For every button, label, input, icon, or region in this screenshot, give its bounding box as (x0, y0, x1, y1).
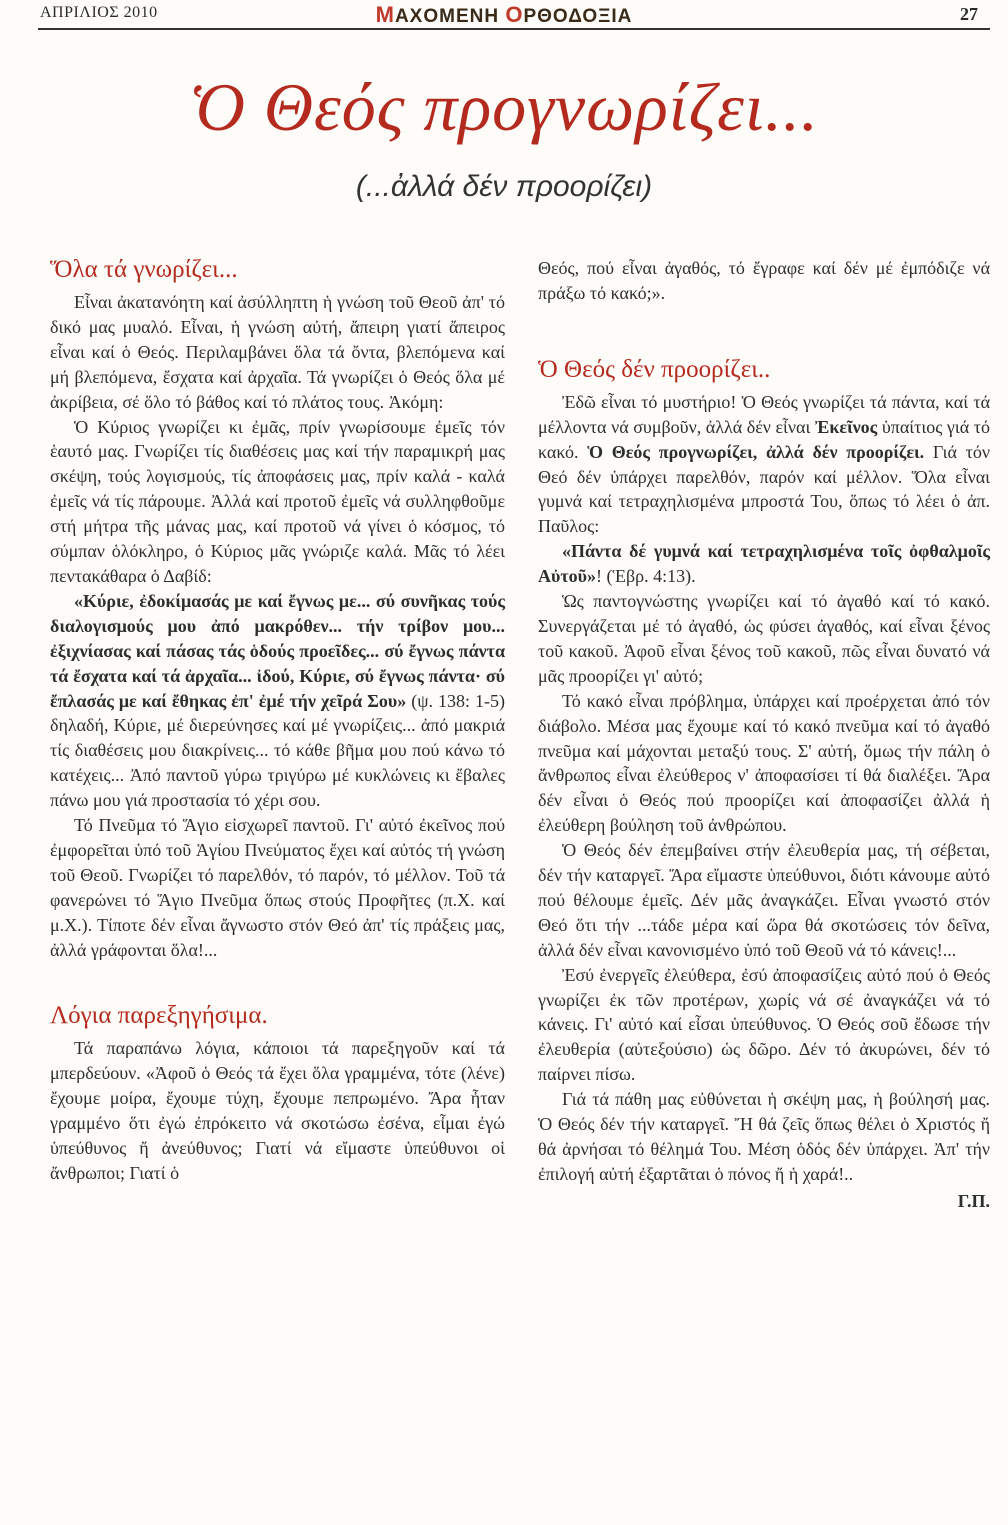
paragraph: Θεός, πού εἶναι ἀγαθός, τό ἔγραφε καί δέν μέ ἐμπόδιζε νά πράξω τό κακό;». (538, 258, 990, 303)
article-title: Ὁ Θεός προγνωρίζει... (189, 69, 819, 145)
right-column (538, 256, 990, 1214)
article-subtitle: (...ἀλλά δέν προορίζει) (355, 170, 653, 203)
header-rule (38, 28, 990, 30)
scripture-quote: «Κύριε, ἐδοκίμασάς με καί ἔγνως με... σύ συνῆκας τούς διαλογισμούς μου ἀπό μακρόθεν... τήν τρίβον μου... ἐξιχνίασας καί πάσας τάς ὁδούς προεῖδες... σύ ἔγνως πάντα τά ἔσχατα καί τά ἀρχαῖα... ἰδού, Κύριε, σύ ἔγνως πάντα· σύ ἔπλασάς με καί ἔθηκας ἐπ' ἐμέ τήν χεῖρά Σου» (50, 590, 505, 711)
page-number: 27 (960, 4, 978, 24)
paragraph: «Πάντα δέ γυμνά καί τετραχηλισμένα τοῖς ὀφθαλμοῖς Αὐτοῦ»! (Ἑβρ. 4:13). (538, 541, 990, 587)
section-heading: Λόγια παρεξηγήσιμα. (50, 1002, 268, 1030)
section-heading: Ὁ Θεός δέν προορίζει.. (538, 355, 771, 383)
paragraph: Ὁ Θεός δέν ἐπεμβαίνει στήν ἐλευθερία μας, τή σέβεται, δέν τήν καταργεῖ. Ἄρα εἴμαστε ὑπεύθυνοι, διότι κάνουμε αὐτό πού θέλουμε ἐμεῖς. Δέν μᾶς ἀναγκάζει. Εἶναι γνωστό στόν Θεό ὅτι τήν ...τάδε μέρα καί ὥρα θά σκοτώσεις τόν δεῖνα, ἀλλά δέν εἶναι κανονισμένο ὑπό τοῦ Θεοῦ νά τό κάνεις!... (538, 840, 990, 960)
issue-date: ΑΠΡΙΛΙΟΣ 2010 (40, 4, 158, 21)
paragraph: Γιά τά πάθη μας εὐθύνεται ἡ σκέψη μας, ἡ βούλησή μας. Ὁ Θεός δέν τήν καταργεῖ. Ἤ θά ζεῖς ὅπως θέλει ὁ Χριστός ἤ θά ἀρνήσαι τό θέλημά Του. Μέση ὁδός δέν ὑπάρχει. Ἀπ' τήν ἐπιλογή αὐτή ἐξαρτᾶται ὁ πόνος ἤ ἡ χαρά!.. (538, 1089, 990, 1184)
paragraph: Τό Πνεῦμα τό Ἅγιο εἰσχωρεῖ παντοῦ. Γι' αὐτό ἐκεῖνος πού ἐμφορεῖται ὑπό τοῦ Ἁγίου Πνεύματος ἔχει καί αὐτός τή γνώση τοῦ Θεοῦ. Γνωρίζει τό παρελθόν, τό παρόν, τό μέλλον. Τοῦ τά φανερώνει τό Ἅγιο Πνεῦμα ὅπως στούς Προφῆτες (π.Χ. καί μ.Χ.). Τίποτε δέν εἶναι ἄγνωστο στόν Θεό ἀπ' τίς πράξεις μας, ἀλλά γράφονται ὅλα!... (50, 815, 505, 960)
left-column (50, 254, 505, 1186)
paragraph: Τό κακό εἶναι πρόβλημα, ὑπάρχει καί προέρχεται ἀπό τόν διάβολο. Μέσα μας ἔχουμε καί τό κακό πνεῦμα καί τό ἀγαθό πνεῦμα καί μάχονται μεταξύ τους. Σ' αὐτή, ὅμως τήν πάλη ὁ ἄνθρωπος εἶναι ἐλεύθερος ν' ἀποφασίσει τί θά διαλέξει. Ἄρα δέν εἶναι ὁ Θεός πού προορίζει καί ἀποφασίζει ἀλλά ἡ ἐλεύθερη βούληση τοῦ ἀνθρώπου. (538, 690, 990, 836)
paragraph: Εἶναι ἀκατανόητη καί ἀσύλληπτη ἡ γνώση τοῦ Θεοῦ ἀπ' τό δικό μας μυαλό. Εἶναι, ἡ γνώση αὐτή, ἄπειρη γιατί ἄπειρος εἶναι καί ὁ Θεός. Περιλαμβάνει ὅλα τά ὄντα, βλεπόμενα καί μή βλεπόμενα, ἔσχατα καί ἀρχαῖα. Τά γνωρίζει ὁ Θεός ὅλα μέ ἀκρίβεια, σέ ὅλο τό βάθος καί τό πλάτος τους. Ἀκόμη: (50, 292, 505, 412)
scripture-quote: «Πάντα δέ γυμνά καί τετραχηλισμένα τοῖς ὀφθαλμοῖς Αὐτοῦ» (538, 541, 990, 587)
paragraph: Τά παραπάνω λόγια, κάποιοι τά παρεξηγοῦν καί τά μπερδεύουν. «Ἀφοῦ ὁ Θεός τά ἔχει ὅλα γραμμένα, τότε (λένε) ἔχουμε μοίρα, ἔχουμε τύχη, ἔχουμε πεπρωμένο. Ἄρα ἦταν γραμμένο ὅτι ἐγώ ἐπρόκειτο νά σκοτώσω ἐσένα, εἶμαι ἐγώ ὑπεύθυνος ἤ ἀνεύθυνος; Γιατί νά εἴμαστε ὑπεύθυνοι οἱ ἄνθρωποι; Γιατί ὁ (50, 1038, 505, 1183)
section-heading: Ὅλα τά γνωρίζει... (50, 256, 238, 283)
paragraph: Ἐδῶ εἶναι τό μυστήριο! Ὁ Θεός γνωρίζει τά πάντα, καί τά μέλλοντα νά συμβοῦν, ἀλλά δέν εἶναι Ἐκεῖνος ὑπαίτιος γιά τό κακό. Ὁ Θεός προγνωρίζει, ἀλλά δέν προορίζει. Γιά τόν Θεό δέν ὑπάρχει παρελθόν, παρόν καί μέλλον. Ὅλα εἶναι γυμνά καί τετραχηλισμένα μπροστά Του, ὅπως τό λέει ὁ ἀπ. Παῦλος: (538, 391, 991, 537)
paragraph: Ἐσύ ἐνεργεῖς ἐλεύθερα, ἐσύ ἀποφασίζεις αὐτό πού ὁ Θεός γνωρίζει ἐκ τῶν προτέρων, χωρίς νά σέ ἀναγκάζει νά τό κάνεις. Γι' αὐτό καί εἶσαι ὑπεύθυνος. Ὁ Θεός σοῦ ἔδωσε τήν ἐλευθερία (αὐτεξούσιο) ὡς δῶρο. Δέν τό ἀκυρώνει, δέν τό παίρνει πίσω. (538, 964, 990, 1085)
page-header (0, 0, 1008, 30)
paragraph: Ὁ Κύριος γνωρίζει κι ἐμᾶς, πρίν γνωρίσουμε ἐμεῖς τόν ἑαυτό μας. Γνωρίζει τίς διαθέσεις μας καί τήν παραμικρή μας σκέψη, τούς λογισμούς, τίς ἀποφάσεις μας, πρίν καλά - καλά ἐμεῖς νά τίς πάρουμε. Ἀλλά καί προτοῦ ἐμεῖς νά συλληφθοῦμε στή μήτρα τῆς μάνας μας, καί προτοῦ νά γίνει ὁ κόσμος, τό σύμπαν ὁλόκληρο, ὁ Κύριος μᾶς γνώριζε καλά. Μᾶς τό λέει πεντακάθαρα ὁ Δαβίδ: (50, 416, 505, 586)
magazine-name: ΜΑΧΟΜΕΝΗ ΟΡΘΟΔΟΞΙΑ (375, 2, 633, 27)
paragraph: «Κύριε, ἐδοκίμασάς με καί ἔγνως με... σύ συνῆκας τούς διαλογισμούς μου ἀπό μακρόθεν... τήν τρίβον μου... ἐξιχνίασας καί πάσας τάς ὁδούς προεῖδες... σύ ἔγνως πάντα τά ἔσχατα καί τά ἀρχαῖα... ἰδού, Κύριε, σύ ἔγνως πάντα· σύ ἔπλασάς με καί ἔθηκας ἐπ' ἐμέ τήν χεῖρά Σου» (ψ. 138: 1-5) δηλαδή, Κύριε, μέ διερεύνησες καί μέ γνωρίζεις... ἀπό μακριά τίς διαθέσεις μου διακρίνεις... τό κάθε βῆμα μου πού κάνω τό κατέχεις... Ἀπό παντοῦ γύρω τριγύρω μέ κυκλώνεις κι ἔβαλες πάνω μου γιά προστασία τό χέρι σου. (50, 590, 505, 811)
paragraph: Ὡς παντογνώστης γνωρίζει καί τό ἀγαθό καί τό κακό. Συνεργάζεται μέ τό ἀγαθό, ὡς φύσει ἀγαθός, καί εἶναι ξένος τοῦ κακοῦ. Ἀφοῦ εἶναι ξένος τοῦ κακοῦ, πῶς εἶναι δυνατό νά μᾶς προορίζει γι' αὐτό; (538, 591, 990, 686)
author-signature: Γ.Π. (957, 1190, 990, 1211)
